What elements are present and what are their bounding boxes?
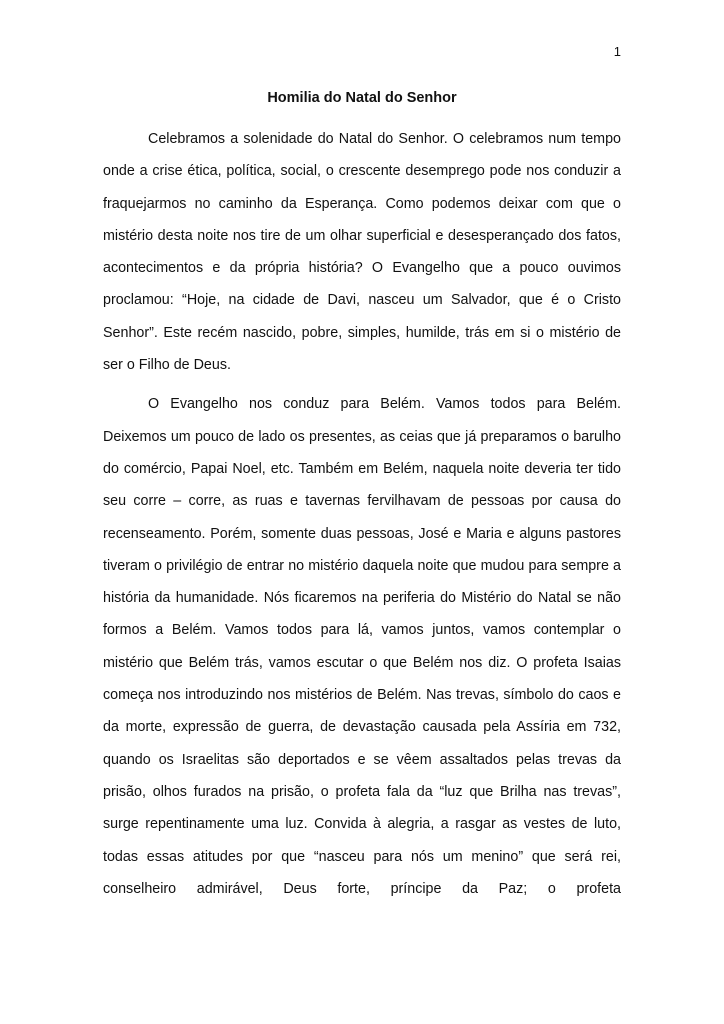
document-title: Homilia do Natal do Senhor — [267, 90, 457, 106]
paragraph: Celebramos a solenidade do Natal do Senhor. O celebramos num tempo onde a crise ética, política, social, o crescente desemprego pode nos conduzir a fraquejarmos no caminho da Esperança. Como podemos deixar com que o mistério desta noite nos tire de um olhar superficial e desesperançado dos fatos, acontecimentos e da própria história? O Evangelho que a pouco ouvimos proclamou: “Hoje, na cidade de Davi, nasceu um Salvador, que é o Cristo Senhor”. Este recém nascido, pobre, simples, humilde, trás em si o mistério de ser o Filho de Deus. — [103, 131, 621, 374]
paragraph: O Evangelho nos conduz para Belém. Vamos todos para Belém. Deixemos um pouco de lado os presentes, as ceias que já preparamos o barulho do comércio, Papai Noel, etc. Também em Belém, naquela noite deveria ter tido seu corre – corre, as ruas e tavernas fervilhavam de pessoas por causa do recenseamento. Porém, somente duas pessoas, José e Maria e alguns pastores tiveram o privilégio de entrar no mistério daquela noite que mudou para sempre a história da humanidade. Nós ficaremos na periferia do Mistério do Natal se não formos a Belém. Vamos todos para lá, vamos juntos, vamos contemplar o mistério que Belém trás, vamos escutar o que Belém nos diz. O profeta Isaias começa nos introduzindo nos mistérios de Belém. Nas trevas, símbolo do caos e da morte, expressão de guerra, de devastação causada pela Assíria em 732, quando os Israelitas são deportados e se vêem assaltados pelas trevas da prisão, olhos furados na prisão, o profeta fala da “luz que Brilha nas trevas”, surge repentinamente uma luz. Convida à alegria, a rasgar as vestes de luto, todas essas atitudes por que “nasceu para nós um menino” que será rei, conselheiro admirável, Deus forte, príncipe da Paz; o profeta — [103, 396, 621, 897]
document-body — [103, 123, 621, 905]
page-number: 1 — [613, 44, 621, 59]
